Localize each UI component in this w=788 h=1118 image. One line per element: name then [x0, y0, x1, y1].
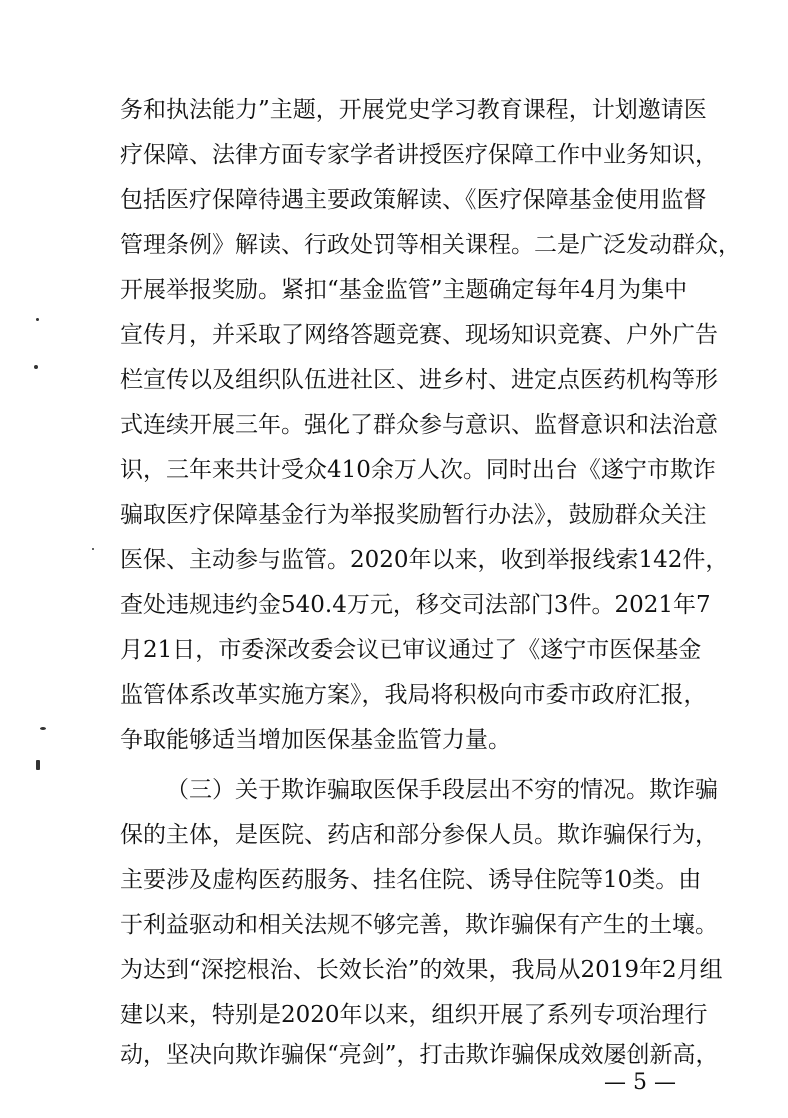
- text-line: 务和执法能力”主题，开展党史学习教育课程，计划邀请医: [120, 97, 707, 123]
- scan-speck: [34, 365, 38, 369]
- text-line: 包括医疗保障待遇主要政策解读、《医疗保障基金使用监督: [120, 187, 707, 213]
- text-line: 为达到“深挖根治、长效长治”的效果，我局从2019年2月组: [120, 957, 723, 983]
- text-line: 开展举报奖励。紧扣“基金监管”主题确定每年4月为集中: [120, 277, 688, 303]
- text-line: 月21日，市委深改委会议已审议通过了《遂宁市医保基金: [120, 637, 702, 663]
- text-line: 识，三年来共计受众410余万人次。同时出台《遂宁市欺诈: [120, 457, 716, 483]
- text-line: 查处违规违约金540.4万元，移交司法部门3件。2021年7: [120, 592, 711, 618]
- text-line: 疗保障、法律方面专家学者讲授医疗保障工作中业务知识，: [120, 142, 718, 168]
- text-line: 管理条例》解读、行政处罚等相关课程。二是广泛发动群众，: [120, 232, 741, 258]
- text-line: 式连续开展三年。强化了群众参与意识、监督意识和法治意: [120, 412, 718, 438]
- text-line: 保的主体，是医院、药店和部分参保人员。欺诈骗保行为，: [120, 822, 718, 848]
- text-line: 争取能够适当增加医保基金监管力量。: [120, 727, 511, 753]
- scan-speck: [40, 727, 46, 730]
- section-heading-line: （三）关于欺诈骗取医保手段层出不穷的情况。欺诈骗: [166, 777, 718, 803]
- scan-speck: [36, 318, 39, 321]
- scan-speck: [36, 760, 40, 770]
- text-line: 宣传月，并采取了网络答题竞赛、现场知识竞赛、户外广告: [120, 322, 718, 348]
- text-line: 监管体系改革实施方案》，我局将积极向市委市政府汇报，: [120, 682, 707, 708]
- text-line: 主要涉及虚构医药服务、挂名住院、诱导住院等10类。由: [120, 867, 702, 893]
- text-line: 动，坚决向欺诈骗保“亮剑”，打击欺诈骗保成效屡创新高，: [120, 1042, 719, 1068]
- text-line: 骗取医疗保障基金行为举报奖励暂行办法》，鼓励群众关注: [120, 502, 707, 528]
- page-number: — 5 —: [604, 1070, 676, 1095]
- text-line: 建以来，特别是2020年以来，组织开展了系列专项治理行: [120, 1002, 708, 1028]
- text-line: 医保、主动参与监管。2020年以来，收到举报线索142件，: [120, 547, 729, 573]
- text-line: 于利益驱动和相关法规不够完善，欺诈骗保有产生的土壤。: [120, 912, 718, 938]
- text-line: 栏宣传以及组织队伍进社区、进乡村、进定点医药机构等形: [120, 367, 718, 393]
- scan-speck: [92, 548, 94, 550]
